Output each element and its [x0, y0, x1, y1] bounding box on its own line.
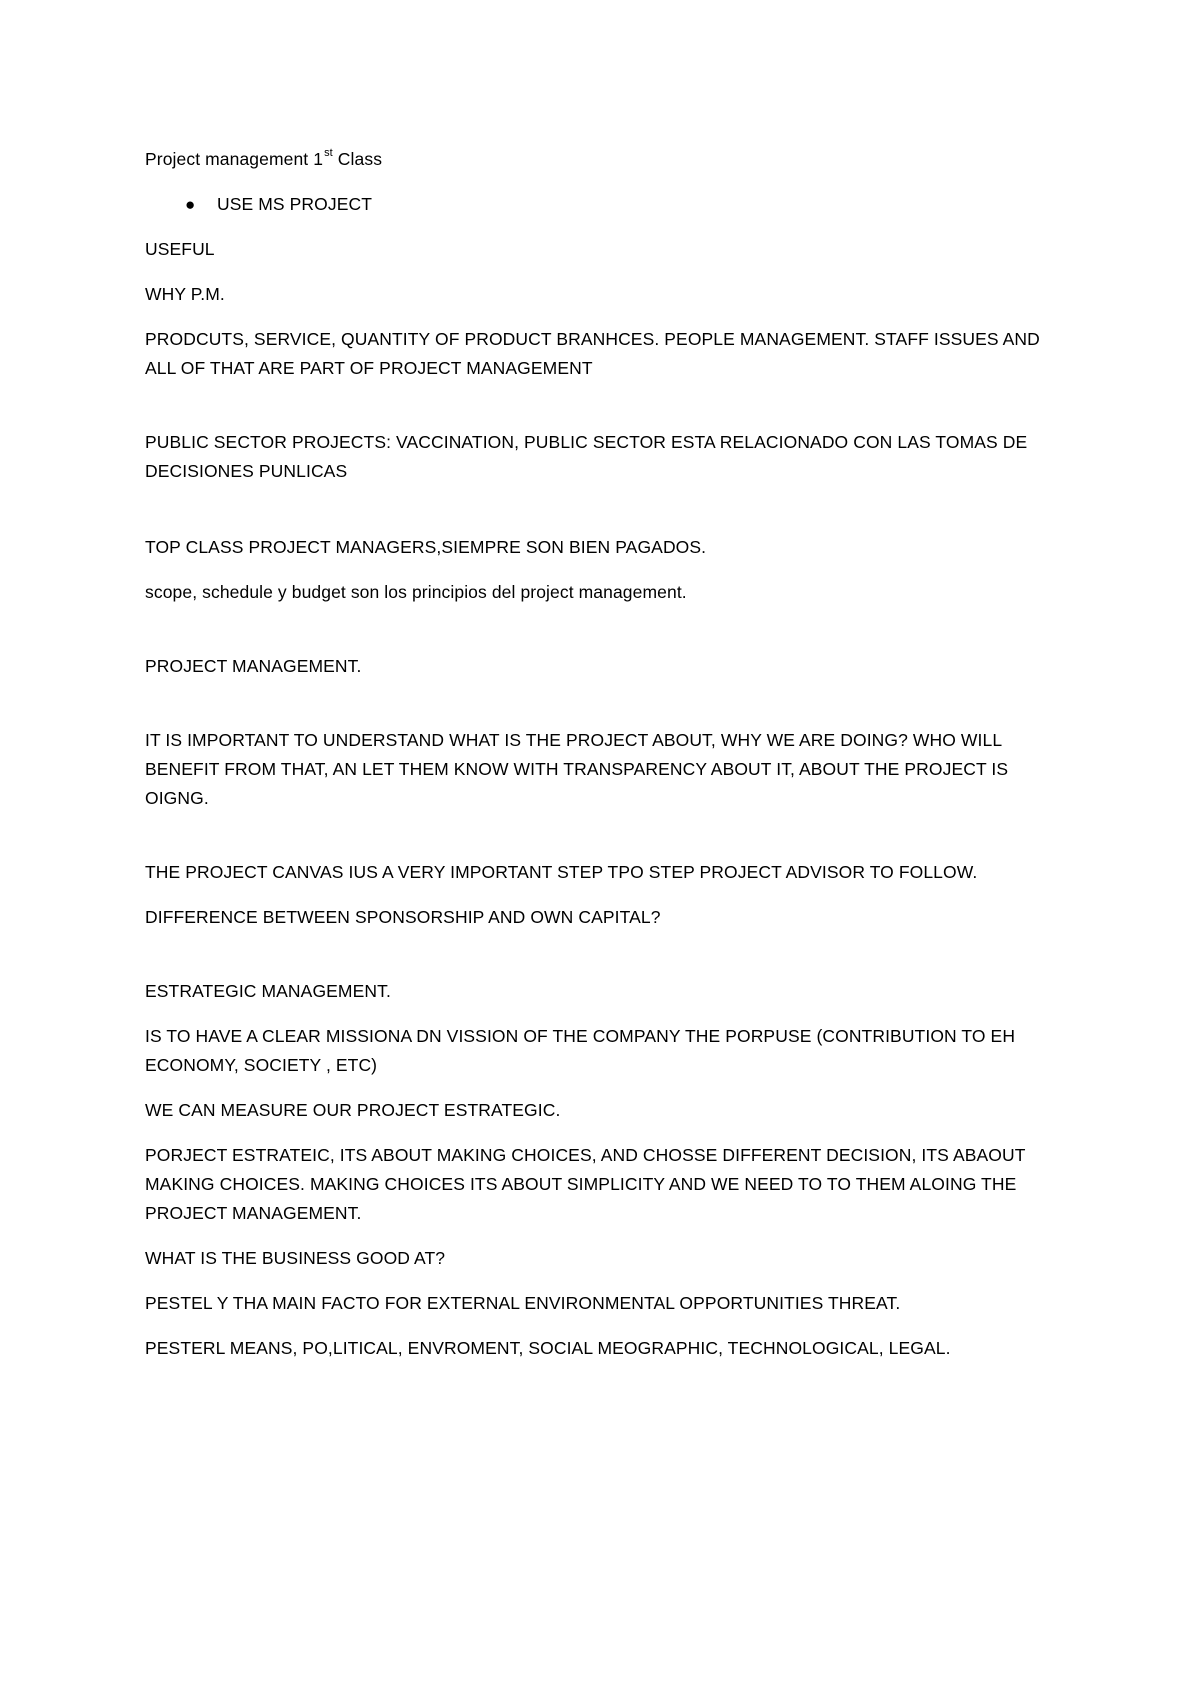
- paragraph-useful: USEFUL: [145, 239, 215, 259]
- paragraph-measure-project: WE CAN MEASURE OUR PROJECT ESTRATEGIC.: [145, 1100, 561, 1120]
- paragraph-pestel: PESTEL Y THA MAIN FACTO FOR EXTERNAL ENVIRONMENTAL OPPORTUNITIES THREAT.: [145, 1293, 901, 1313]
- title-suffix: Class: [332, 149, 383, 169]
- title-text: Project management 1: [145, 149, 324, 169]
- heading-project-management: PROJECT MANAGEMENT.: [145, 656, 362, 676]
- paragraph-pesterl-means: PESTERL MEANS, PO,LITICAL, ENVROMENT, SOCIAL MEOGRAPHIC, TECHNOLOGICAL, LEGAL.: [145, 1338, 951, 1358]
- heading-estrategic-management: ESTRATEGIC MANAGEMENT.: [145, 981, 391, 1001]
- paragraph-products-service: PRODCUTS, SERVICE, QUANTITY OF PRODUCT BRANHCES. PEOPLE MANAGEMENT. STAFF ISSUES AND ALL OF THAT ARE PART OF PROJECT MANAGEMENT: [145, 329, 1040, 378]
- paragraph-top-class-managers: TOP CLASS PROJECT MANAGERS,SIEMPRE SON BIEN PAGADOS.: [145, 537, 707, 557]
- bullet-icon: ●: [185, 195, 196, 214]
- paragraph-public-sector: PUBLIC SECTOR PROJECTS: VACCINATION, PUBLIC SECTOR ESTA RELACIONADO CON LAS TOMAS DE DECISIONES PUNLICAS: [145, 432, 1028, 481]
- paragraph-understand-project: IT IS IMPORTANT TO UNDERSTAND WHAT IS THE PROJECT ABOUT, WHY WE ARE DOING? WHO WILL BENEFIT FROM THAT, AN LET THEM KNOW WITH TRANSPARENCY ABOUT IT, ABOUT THE PROJECT IS OIGNG.: [145, 730, 1009, 808]
- paragraph-sponsorship-capital: DIFFERENCE BETWEEN SPONSORSHIP AND OWN CAPITAL?: [145, 907, 661, 927]
- paragraph-project-canvas: THE PROJECT CANVAS IUS A VERY IMPORTANT STEP TPO STEP PROJECT ADVISOR TO FOLLOW.: [145, 862, 978, 882]
- document-title: [145, 145, 1065, 174]
- paragraph-making-choices: PORJECT ESTRATEIC, ITS ABOUT MAKING CHOICES, AND CHOSSE DIFFERENT DECISION, ITS ABAOUT MAKING CHOICES. MAKING CHOICES ITS ABOUT SIMPLICITY AND WE NEED TO TO THEM ALOING THE PROJECT MANAGEMENT.: [145, 1145, 1026, 1223]
- bullet-text: USE MS PROJECT: [217, 194, 373, 214]
- bullet-list-item: [145, 190, 1065, 219]
- title-superscript: st: [324, 147, 333, 160]
- paragraph-business-good-at: WHAT IS THE BUSINESS GOOD AT?: [145, 1248, 446, 1268]
- paragraph-why-pm: WHY P.M.: [145, 284, 225, 304]
- document-body: [145, 145, 1065, 1363]
- paragraph-mission-vision: IS TO HAVE A CLEAR MISSIONA DN VISSION OF THE COMPANY THE PORPUSE (CONTRIBUTION TO EH ECONOMY, SOCIETY , ETC): [145, 1026, 1016, 1075]
- paragraph-scope-schedule-budget: scope, schedule y budget son los principios del project management.: [145, 582, 687, 602]
